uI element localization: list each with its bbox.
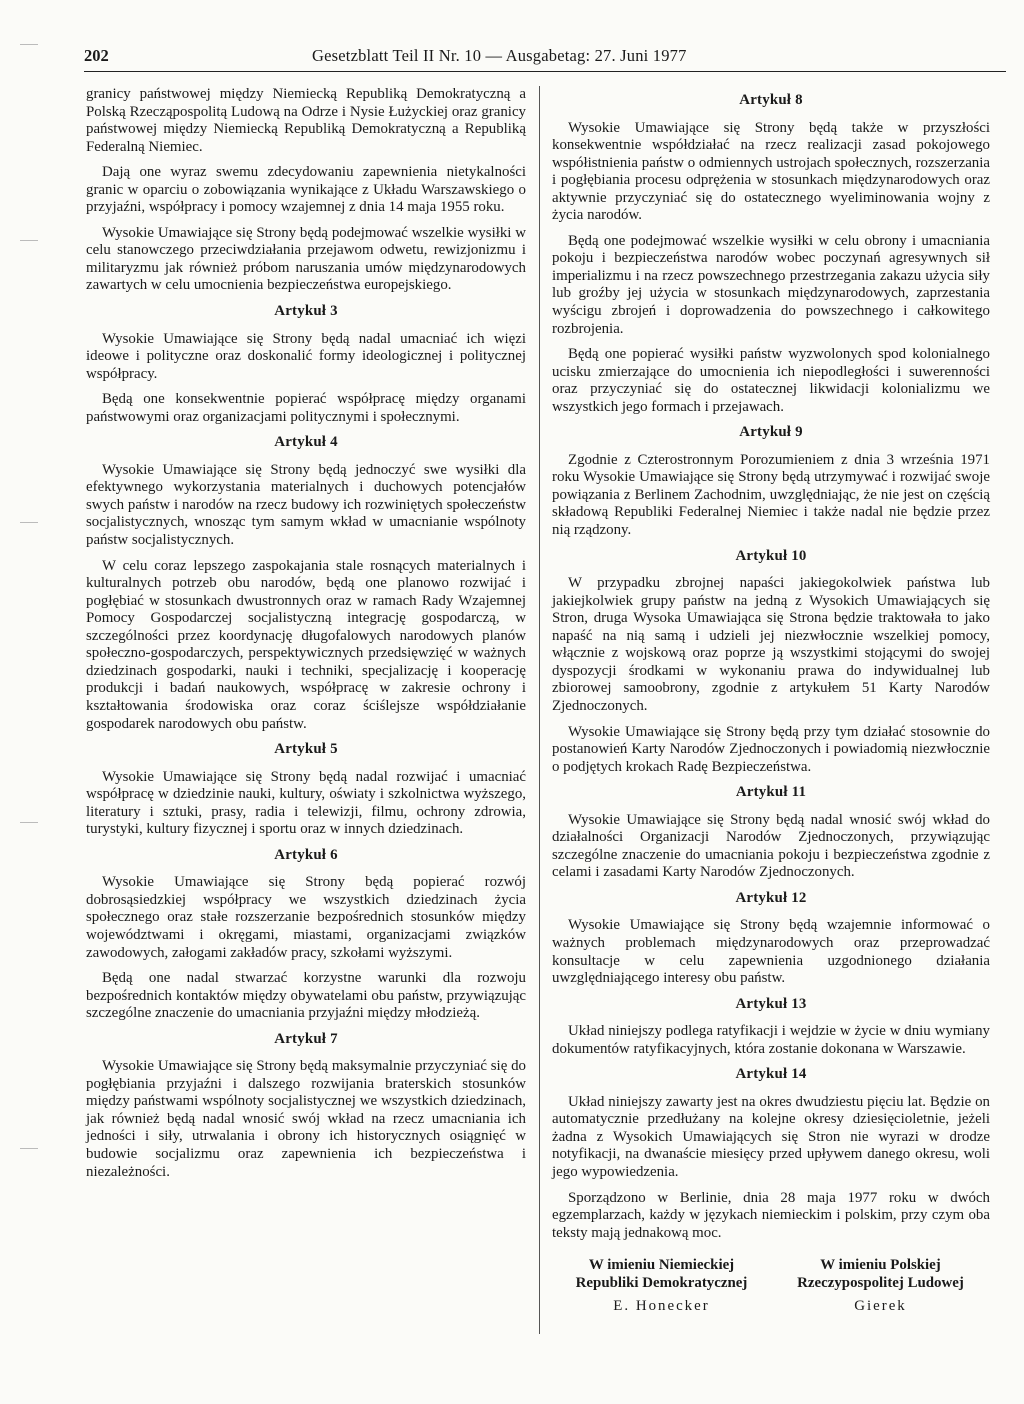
article-heading: Artykuł 6 <box>274 846 338 863</box>
paragraph: Wysokie Umawiające się Strony będą nadal wnosić swój wkład do działalności Organizacji Narodów Zjednoczonych, przywiązując szczególne znaczenie do umacniania pokoju i bezpieczeństwa zgodnie z celami i zasadami Karty Narodów Zjednoczonych. <box>552 811 990 881</box>
article-heading: Artykuł 9 <box>739 424 803 441</box>
article-heading: Artykuł 13 <box>735 995 807 1012</box>
paragraph: Wysokie Umawiające się Strony będą nadal umacniać ich więzi ideowe i polityczne oraz doskonalić formy ideologicznej i politycznej współpracy. <box>86 330 526 382</box>
scan-mark <box>20 240 38 241</box>
paragraph: Sporządzono w Berlinie, dnia 28 maja 1977 roku w dwóch egzemplarzach, każdy w językach niemieckim i polskim, przy czym oba teksty mają jednakową moc. <box>552 1189 990 1241</box>
article-heading: Artykuł 14 <box>735 1066 807 1083</box>
right-column <box>552 86 990 1316</box>
paragraph: Wysokie Umawiające się Strony będą maksymalnie przyczyniać się do pogłębiania przyjaźni i dalszego rozwijania braterskich stosunków między państwami wspólnoty socjalistycznej we wszystkich dziedzinach, jak również będą nadal wnosić swój wkład na rzecz umacniania ich jedności i siły, utrwalania i obrony ich historycznych osiągnięć w budowie socjalizmu oraz zapewnienia ich bezpieczeństwa i niezależności. <box>86 1058 526 1180</box>
paragraph: W celu coraz lepszego zaspokajania stale rosnących materialnych i kulturalnych potrzeb obu narodów, będą one planowo rozwijać i pogłębiać w stosunkach dwustronnych oraz w ramach Rady Wzajemnej Pomocy Gospodarczej socjalistyczną integrację gospodarczą, w szczególności przez koordynację długofalowych narodowych planów społeczno-gospodarczych, perspektywicznych przedsięwzięć w ważnych dziedzinach gospodarki, nauki i techniki, specjalizację i kooperację produkcji i badań naukowych, współpracę w zakresie ochrony i kształtowania środowiska oraz coraz ściślejsze współdziałanie gospodarek narodowych obu państw. <box>86 557 526 732</box>
signature-line: W imieniu Niemieckiej <box>588 1257 735 1274</box>
article-heading: Artykuł 12 <box>735 889 807 906</box>
page-header <box>84 46 1006 70</box>
paragraph: Wysokie Umawiające się Strony będą nadal rozwijać i umacniać współpracę w dziedzinie nauki, kultury, oświaty i szkolnictwa wyższego, literatury i sztuki, prasy, radia i telewizji, filmu, ochrony zdrowia, turystyki, kultury fizycznej i sportu oraz w innych dziedzinach. <box>86 768 526 838</box>
article-heading: Artykuł 10 <box>735 547 807 564</box>
paragraph: Wysokie Umawiające się Strony będą wzajemnie informować o ważnych problemach międzynarodowych oraz przeprowadzać konsultacje w celu zapewnienia uzgodnionego działania uwzględniającego interesy obu państw. <box>552 917 990 987</box>
paragraph: Będą one podejmować wszelkie wysiłki w celu obrony i umacniania pokoju i bezpieczeństwa narodów wobec poczynań agresywnych sił imperializmu i na rzecz powszechnego przestrzegania zakazu użycia siły lub groźby jej użycia w stosunkach międzynarodowych, zaprzestania wyścigu zbrojeń i doprowadzenia do powszechnego i całkowitego rozbrojenia. <box>552 232 990 337</box>
paragraph: Dają one wyraz swemu zdecydowaniu zapewnienia nietykalności granic w oparciu o zobowiązania wynikające z Układu Warszawskiego o przyjaźni, współpracy i pomocy wzajemnej z dnia 14 maja 1955 roku. <box>86 164 526 216</box>
scan-mark <box>20 1148 38 1149</box>
signature-gdr <box>552 1256 771 1316</box>
paragraph: Wysokie Umawiające się Strony będą także w przyszłości konsekwentnie współdziałać na rzecz realizacji zasad pokojowego współistnienia państw o odmiennych ustrojach społecznych, rozszerzania i pogłębiania procesu odprężenia w stosunkach międzynarodowych oraz aktywnie przyczyniać się do ostatecznego wyeliminowania wojny z życia narodów. <box>552 119 990 224</box>
paragraph: Zgodnie z Czterostronnym Porozumieniem z dnia 3 września 1971 roku Wysokie Umawiające się Strony będą utrzymywać i rozwijać swoje powiązania z Berlinem Zachodnim, uwzględniając, że nie jest on częścią składową Republiki Federalnej Niemiec i także nadal nie będzie przez nią rządzony. <box>552 451 990 539</box>
signature-line: Republiki Demokratycznej <box>575 1275 748 1292</box>
article-heading: Artykuł 11 <box>735 784 807 801</box>
article-heading: Artykuł 4 <box>274 434 338 451</box>
article-heading: Artykuł 3 <box>274 303 338 320</box>
running-head: Gesetzblatt Teil II Nr. 10 — Ausgabetag: 27. Juni 1977 <box>312 46 687 65</box>
signature-line: Rzeczypospolitej Ludowej <box>797 1275 964 1292</box>
paragraph: Wysokie Umawiające się Strony będą podejmować wszelkie wysiłki w celu stanowczego przeciwdziałania przejawom odwetu, rewizjonizmu i militaryzmu jak również próbom naruszania umów międzynarodowych zawartych w celu umocnienia bezpieczeństwa europejskiego. <box>86 224 526 294</box>
signatory-name: Gierek <box>854 1298 907 1315</box>
paragraph: Będą one nadal stwarzać korzystne warunki dla rozwoju bezpośrednich kontaktów między obywatelami obu państw, przywiązując szczególne znaczenie do umacniania przyjaźni między młodzieżą. <box>86 970 526 1022</box>
header-rule <box>84 71 1006 72</box>
signature-line: W imieniu Polskiej <box>820 1257 941 1274</box>
article-heading: Artykuł 5 <box>274 741 338 758</box>
article-heading: Artykuł 8 <box>739 92 803 108</box>
paragraph: Będą one popierać wysiłki państw wyzwolonych spod kolonialnego ucisku zmierzające do umocnienia ich niepodległości i suwerenności oraz przyczyniać się do ostatecznej likwidacji kolonializmu we wszystkich jego formach i przejawach. <box>552 346 990 415</box>
paragraph: Układ niniejszy zawarty jest na okres dwudziestu pięciu lat. Będzie on automatycznie przedłużany na kolejne okresy dziesięcioletnie, jeżeli żadna z Wysokich Umawiających się Stron nie wyrazi w drodze notyfikacji, na dwanaście miesięcy przed upływem danego okresu, woli jego wypowiedzenia. <box>552 1093 990 1180</box>
paragraph: Układ niniejszy podlega ratyfikacji i wejdzie w życie w dniu wymiany dokumentów ratyfikacyjnych, która zostanie dokonana w Warszawie. <box>552 1023 990 1057</box>
paragraph: Będą one konsekwentnie popierać współpracę między organami państwowymi oraz organizacjami politycznymi i społecznymi. <box>86 391 526 425</box>
paragraph: Wysokie Umawiające się Strony będą przy tym działać stosownie do postanowień Karty Narodów Zjednoczonych i powiadomią niezwłocznie o podjętych krokach Radę Bezpieczeństwa. <box>552 723 990 775</box>
signatory-name: E. Honecker <box>613 1298 710 1315</box>
article-heading: Artykuł 7 <box>274 1030 338 1047</box>
scan-mark <box>20 822 38 823</box>
page-number: 202 <box>84 46 109 65</box>
paragraph: granicy państwowej między Niemiecką Republiką Demokratyczną a Polską Rzecząpospolitą Ludową na Odrze i Nysie Łużyckiej oraz granicy państwowej między Niemiecką Republiką Demokratyczną a Republiką Federalną Niemiec. <box>86 86 526 155</box>
scan-mark <box>20 522 38 523</box>
paragraph: W przypadku zbrojnej napaści jakiegokolwiek państwa lub jakiejkolwiek grupy państw na jedną z Wysokich Umawiających się Stron, druga Wysoka Umawiająca się Strona będzie traktowała to jako napaść na nią samą i udzieli jej niezwłocznie wszelkiej pomocy, włącznie z wojskową oraz poprze ją wszystkimi stojącymi do swojej dyspozycji środkami w wykonaniu prawa do indywidualnej lub zbiorowej samoobrony, zgodnie z artykułem 51 Karty Narodów Zjednoczonych. <box>552 575 990 714</box>
signature-prl <box>771 1256 990 1316</box>
signature-block <box>552 1256 990 1316</box>
scan-mark <box>20 44 38 45</box>
paragraph: Wysokie Umawiające się Strony będą jednoczyć swe wysiłki dla efektywnego wykorzystania materialnych i duchowych potencjałów swych państw i narodów na rzecz budowy ich rozwiniętych społeczeństw socjalistycznych, wnosząc tym samym wkład w umacnianie wspólnoty państw socjalistycznych. <box>86 461 526 549</box>
paragraph: Wysokie Umawiające się Strony będą popierać rozwój dobrosąsiedzkiej współpracy we wszystkich dziedzinach życia społecznego oraz stałe rozszerzanie bezpośrednich stosunków między województwami i okręgami, miastami, organizacjami związków zawodowych, załogami zakładów pracy, szkołami wyższymi. <box>86 874 526 961</box>
column-divider <box>539 86 540 1334</box>
left-column <box>86 86 526 1189</box>
